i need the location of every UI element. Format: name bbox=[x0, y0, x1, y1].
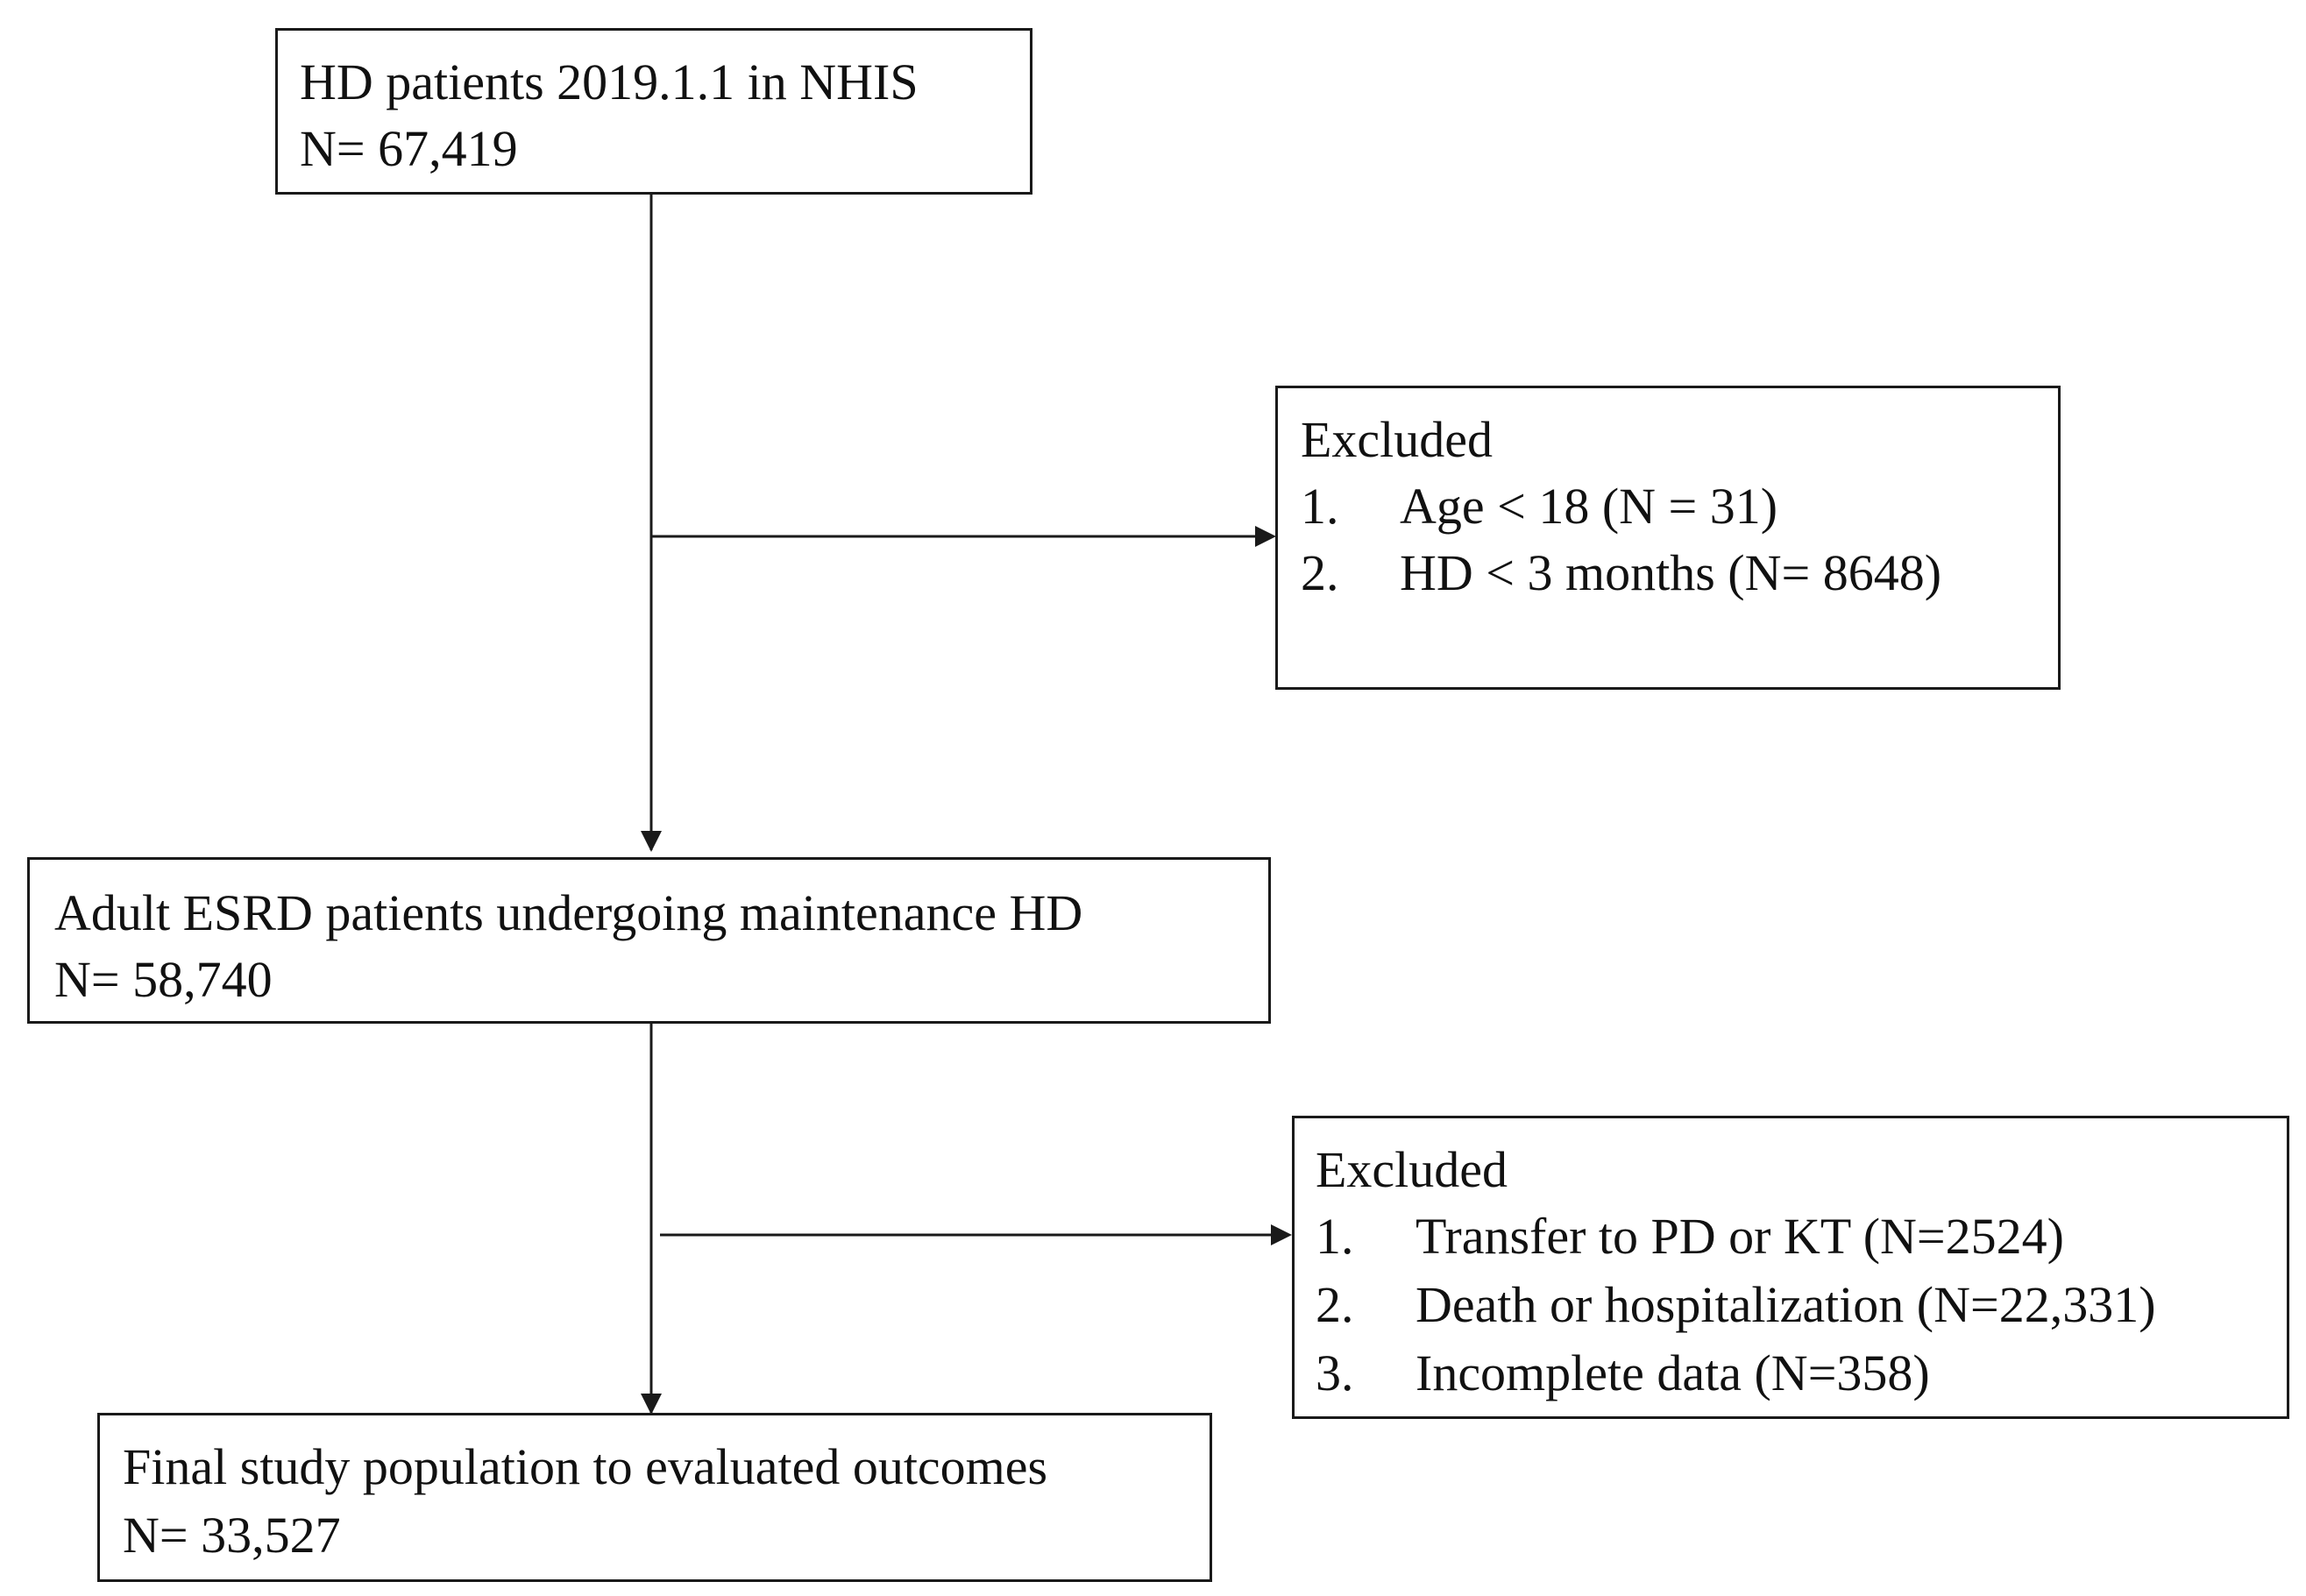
exclusion-2-item-3-number: 3. bbox=[1316, 1344, 1354, 1401]
exclusion-2-item-2-number: 2. bbox=[1316, 1276, 1354, 1333]
final-population-title: Final study population to evaluated outcomes bbox=[123, 1438, 1048, 1495]
arrowhead-exclusion2 bbox=[1271, 1224, 1292, 1245]
initial-cohort-box bbox=[275, 28, 1032, 195]
exclusion-2-item-2-text: Death or hospitalization (N=22,331) bbox=[1416, 1276, 2156, 1333]
exclusion-2-item-3-text: Incomplete data (N=358) bbox=[1416, 1344, 1930, 1401]
exclusion-2-item-1-text: Transfer to PD or KT (N=2524) bbox=[1416, 1208, 2064, 1265]
arrowhead-adult bbox=[641, 831, 662, 852]
exclusion-1-title: Excluded bbox=[1301, 411, 1494, 468]
arrowhead-exclusion1 bbox=[1255, 526, 1276, 547]
adult-cohort-title: Adult ESRD patients undergoing maintenance HD bbox=[54, 884, 1083, 941]
arrowhead-final bbox=[641, 1394, 662, 1415]
initial-cohort-title: HD patients 2019.1.1 in NHIS bbox=[300, 53, 919, 110]
exclusion-2-title: Excluded bbox=[1316, 1141, 1508, 1198]
adult-cohort-count: N= 58,740 bbox=[54, 951, 273, 1008]
exclusion-1-item-1-text: Age < 18 (N = 31) bbox=[1400, 478, 1778, 535]
exclusion-1-item-2-number: 2. bbox=[1301, 544, 1339, 601]
final-population-box bbox=[97, 1413, 1212, 1582]
exclusion-box-1 bbox=[1275, 386, 2061, 690]
exclusion-1-item-2-text: HD < 3 months (N= 8648) bbox=[1400, 544, 1942, 601]
adult-cohort-box bbox=[27, 857, 1271, 1024]
initial-cohort-count: N= 67,419 bbox=[300, 120, 518, 177]
exclusion-box-2 bbox=[1292, 1116, 2289, 1419]
exclusion-1-item-1-number: 1. bbox=[1301, 478, 1339, 535]
exclusion-2-item-1-number: 1. bbox=[1316, 1208, 1354, 1265]
final-population-count: N= 33,527 bbox=[123, 1507, 341, 1564]
